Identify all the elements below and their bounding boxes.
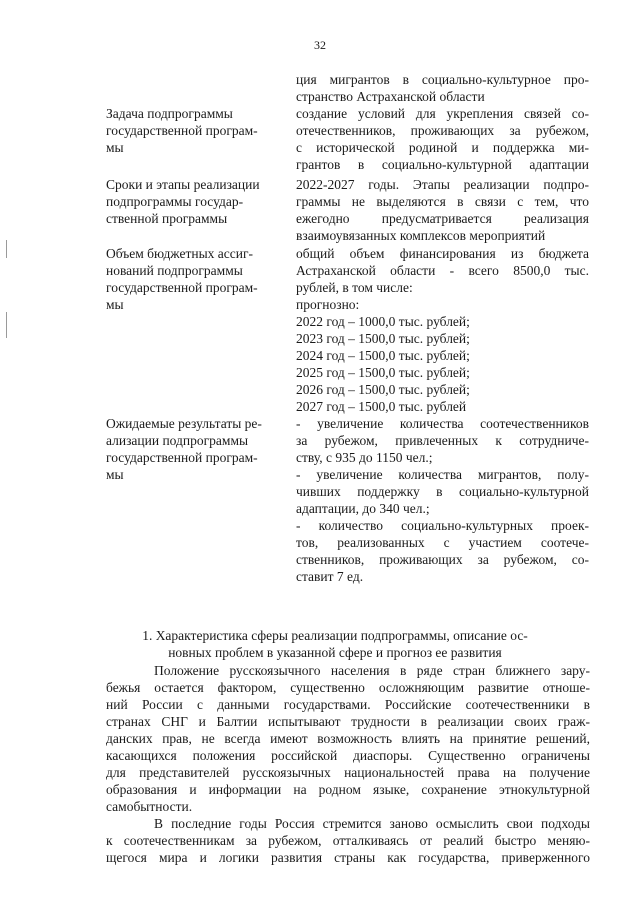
text-line: ежегодно предусматривается реализация: [296, 211, 589, 226]
text-line: мы: [106, 467, 124, 482]
text-line: ставит 7 ед.: [296, 569, 364, 584]
text-line: государственной програм-: [106, 123, 258, 138]
text-line: Астраханской области - всего 8500,0 тыс.: [296, 263, 589, 278]
text-line: взаимоувязанных комплексов мероприятий: [296, 228, 546, 243]
text-line: образования и информации на родном языке, сохранение этнокультурной: [106, 782, 590, 797]
row-value-budget: [296, 245, 589, 415]
page-number: 32: [314, 38, 326, 52]
row-label-results: [106, 415, 278, 483]
text-line: 2025 год – 1500,0 тыс. рублей;: [296, 365, 470, 380]
text-line: Задача подпрограммы: [106, 106, 233, 121]
text-line: создание условий для укрепления связей со-: [296, 106, 589, 121]
text-line: 2024 год – 1500,0 тыс. рублей;: [296, 348, 470, 363]
text-line: ализации подпрограммы: [106, 433, 249, 448]
text-line: Положение русскоязычного населения в ряде стран ближнего зару-: [154, 663, 590, 678]
text-line: чивших поддержку в социально-культурной: [296, 484, 589, 499]
text-line: 2027 год – 1500,0 тыс. рублей: [296, 399, 467, 414]
text-line: рублей, в том числе:: [296, 280, 413, 295]
text-line: Ожидаемые результаты ре-: [106, 416, 262, 431]
text-line: ний России с данными государствами. Российские соотечественники в: [106, 697, 590, 712]
text-line: В последние годы Россия стремится заново осмыслить свои подходы: [154, 816, 590, 831]
text-line: 2026 год – 1500,0 тыс. рублей;: [296, 382, 470, 397]
text-line: ция мигрантов в социально-культурное про-: [296, 72, 589, 87]
text-line: государственной програм-: [106, 280, 258, 295]
text-line: тов, реализованных с участием соотече-: [296, 535, 589, 550]
text-line: с исторической родиной и поддержка ми-: [296, 140, 589, 155]
text-line: ственной программы: [106, 211, 228, 226]
text-line: отечественников, проживающих за рубежом,: [296, 123, 589, 138]
row-label-budget: [106, 245, 278, 313]
text-line: 2022-2027 годы. Этапы реализации подпро-: [296, 177, 589, 192]
text-line: мы: [106, 297, 124, 312]
text-line: самобытности.: [106, 799, 193, 814]
text-line: 1. Характеристика сферы реализации подпрограммы, описание ос-: [142, 628, 528, 643]
text-line: - количество социально-культурных проек-: [296, 518, 589, 533]
text-line: Сроки и этапы реализации: [106, 177, 260, 192]
row-value-results: [296, 415, 589, 585]
text-line: - увеличение количества мигрантов, полу-: [296, 467, 589, 482]
text-line: данских прав, не всегда имеют возможность влиять на принятие решений,: [106, 731, 590, 746]
row-value-task: [296, 105, 589, 173]
body-paragraph: [106, 662, 590, 815]
text-line: странах СНГ и Балтии испытывают трудности в реализации своих граж-: [106, 714, 590, 729]
text-line: - увеличение количества соотечественников: [296, 416, 589, 431]
text-line: Объем бюджетных ассиг-: [106, 246, 254, 261]
scan-margin-mark: [6, 312, 7, 338]
section-title: [110, 627, 560, 661]
row-label-terms: [106, 176, 278, 227]
text-line: грантов в социально-культурной адаптации: [296, 157, 589, 172]
text-line: 2022 год – 1000,0 тыс. рублей;: [296, 314, 470, 329]
text-line: щегося мира и логики развития страны как государства, приверженного: [106, 850, 590, 865]
previous-row-value-continuation: [296, 71, 589, 105]
body-paragraph: [106, 815, 590, 866]
text-line: бежья остается фактором, существенно осложняющим развитие отноше-: [106, 680, 590, 695]
text-line: подпрограммы государ-: [106, 194, 244, 209]
text-line: мы: [106, 140, 124, 155]
text-line: адаптации, до 340 чел.;: [296, 501, 430, 516]
text-line: за рубежом, привлеченных к сотрудниче-: [296, 433, 589, 448]
text-line: государственной програм-: [106, 450, 258, 465]
text-line: для представителей русскоязычных национальностей права на получение: [106, 765, 590, 780]
scan-margin-mark: [6, 240, 7, 258]
text-line: нований подпрограммы: [106, 263, 243, 278]
text-line: ству, с 935 до 1150 чел.;: [296, 450, 433, 465]
text-line: новных проблем в указанной сфере и прогноз ее развития: [168, 645, 502, 660]
text-line: к соотечественникам за рубежом, отталкиваясь от реалий быстро меняю-: [106, 833, 590, 848]
text-line: прогнозно:: [296, 297, 360, 312]
row-label-task: [106, 105, 278, 156]
text-line: ственников, проживающих за рубежом, со-: [296, 552, 589, 567]
text-line: 2023 год – 1500,0 тыс. рублей;: [296, 331, 470, 346]
text-line: граммы не выделяются в связи с тем, что: [296, 194, 589, 209]
row-value-terms: [296, 176, 589, 244]
text-line: касающихся положения российской диаспоры. Существенно ограничены: [106, 748, 590, 763]
text-line: странство Астраханской области: [296, 89, 485, 104]
text-line: общий объем финансирования из бюджета: [296, 246, 589, 261]
